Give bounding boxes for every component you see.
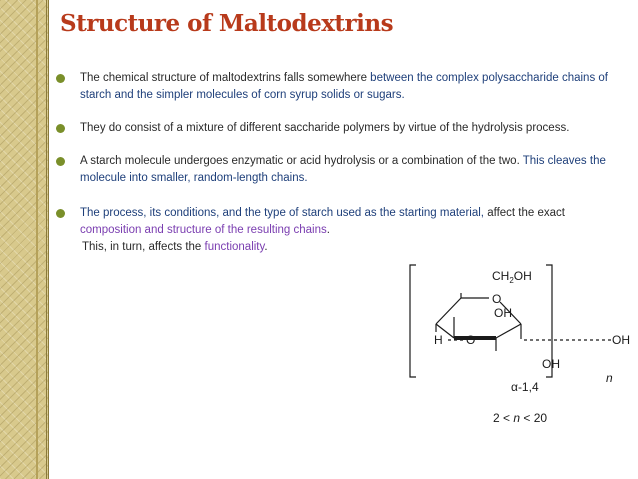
text-run: A starch molecule undergoes enzymatic or acid hydrolysis or a combination of the two. — [80, 155, 523, 167]
ring-bond-left-upper — [436, 298, 461, 324]
slide-content — [46, 0, 638, 479]
bullet-dot — [56, 157, 65, 166]
slide-title: Structure of Maltodextrins — [60, 10, 394, 37]
text-run: . — [326, 224, 330, 236]
h-label: H — [434, 333, 443, 347]
bullet-text — [80, 120, 620, 137]
text-run-purple: composition and structure of the resulting chains — [80, 224, 327, 236]
follow-up-line — [82, 241, 268, 253]
bullet-item-3 — [56, 153, 620, 187]
bullet-dot — [56, 74, 65, 83]
text-run: affect the exact — [487, 207, 565, 219]
o-left-label: O — [466, 333, 476, 347]
bullet-item-2 — [56, 120, 620, 137]
bullet-text — [80, 153, 620, 187]
oh-bottom-label: OH — [542, 357, 560, 371]
oh-upper-label: OH — [494, 306, 512, 320]
bullet-dot — [56, 124, 65, 133]
bullet-item-4 — [56, 205, 620, 239]
decorative-border — [0, 0, 49, 479]
ring-bond-right-lower — [496, 324, 521, 338]
oh-right-label: OH — [612, 333, 630, 347]
bullet-text — [80, 205, 620, 239]
text-run: This, in turn, affects the — [82, 241, 205, 253]
maltodextrin-structure-diagram — [376, 255, 638, 435]
linkage-label: α-1,4 — [511, 380, 539, 394]
bullet-dot — [56, 209, 65, 218]
text-run-purple: functionality — [204, 241, 265, 253]
bullet-item-1 — [56, 70, 620, 104]
ring-oxygen-label: O — [492, 292, 502, 306]
text-run-highlight: between the complex polysaccharide chains of starch and the simpler molecules of corn syrup solids or sugars. — [80, 72, 608, 101]
text-run: . — [264, 241, 268, 253]
n-subscript-label: n — [606, 371, 613, 385]
left-bracket — [410, 265, 416, 377]
range-label: 2 < n < 20 — [493, 411, 548, 425]
text-run-highlight: This cleaves the molecule into smaller, random-length chains. — [80, 155, 606, 184]
ch2oh-label: $CH_2OH$ — [492, 269, 532, 285]
text-run-highlight: The process, its conditions, and the type of starch used as the starting material, — [80, 207, 488, 219]
text-run: They do consist of a mixture of different saccharide polymers by virtue of the hydrolysis process. — [80, 122, 570, 134]
bullet-text — [80, 70, 620, 104]
text-run: The chemical structure of maltodextrins falls somewhere — [80, 72, 371, 84]
